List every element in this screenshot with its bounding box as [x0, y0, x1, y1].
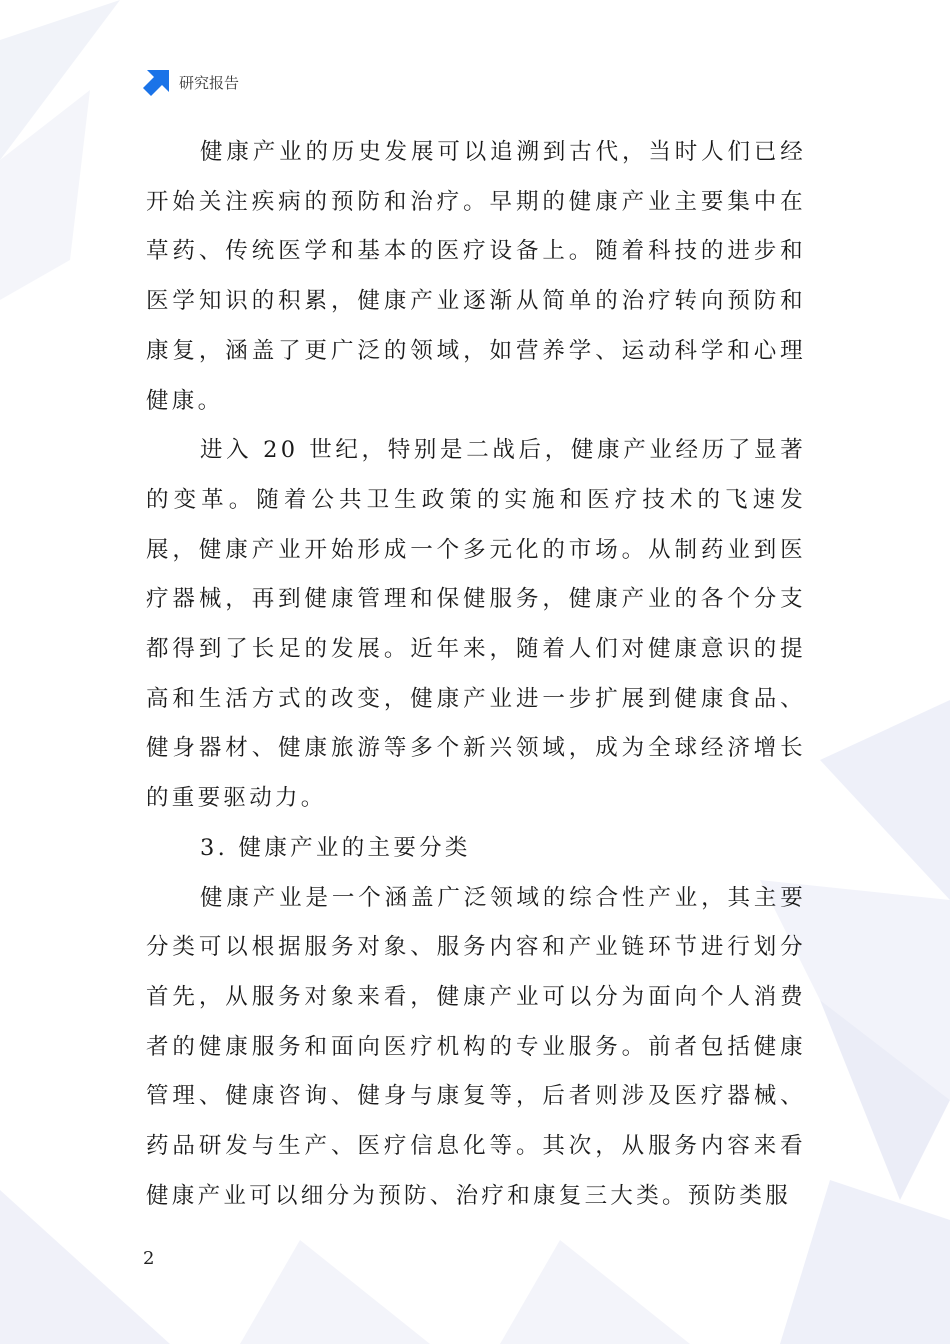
paragraph-classification: 健康产业是一个涵盖广泛领域的综合性产业，其主要分类可以根据服务对象、服务内容和产业链环节进行划分首先，从服务对象来看，健康产业可以分为面向个人消费者的健康服务和面向医疗机构的专业服务。前者包括健康管理、健康咨询、健身与康复等，后者则涉及医疗器械、药品研发与生产、医疗信息化等。其次，从服务内容来看健康产业可以细分为预防、治疗和康复三大类。预防类服 [146, 884, 806, 1209]
paragraph-20th-century: 进入 20 世纪，特别是二战后，健康产业经历了显著的变革。随着公共卫生政策的实施和医疗技术的飞速发展，健康产业开始形成一个多元化的市场。从制药业到医疗器械，再到健康管理和保健服务，健康产业的各个分支都得到了长足的发展。近年来，随着人们对健康意识的提高和生活方式的改变，健康产业进一步扩展到健康食品、健身器材、健康旅游等多个新兴领域，成为全球经济增长的重要驱动力。 [146, 437, 806, 812]
section-heading: 3. 健康产业的主要分类 [200, 834, 471, 861]
arrow-up-right-icon [143, 68, 171, 96]
header-title: 研究报告 [179, 73, 240, 92]
paragraph-history: 健康产业的历史发展可以追溯到古代，当时人们已经开始关注疾病的预防和治疗。早期的健康产业主要集中在草药、传统医学和基本的医疗设备上。随着科技的进步和医学知识的积累，健康产业逐渐从简单的治疗转向预防和康复，涵盖了更广泛的领域，如营养学、运动科学和心理健康。 [146, 139, 806, 414]
page-number: 2 [143, 1248, 155, 1269]
report-body [146, 128, 806, 1221]
report-header [143, 68, 239, 96]
